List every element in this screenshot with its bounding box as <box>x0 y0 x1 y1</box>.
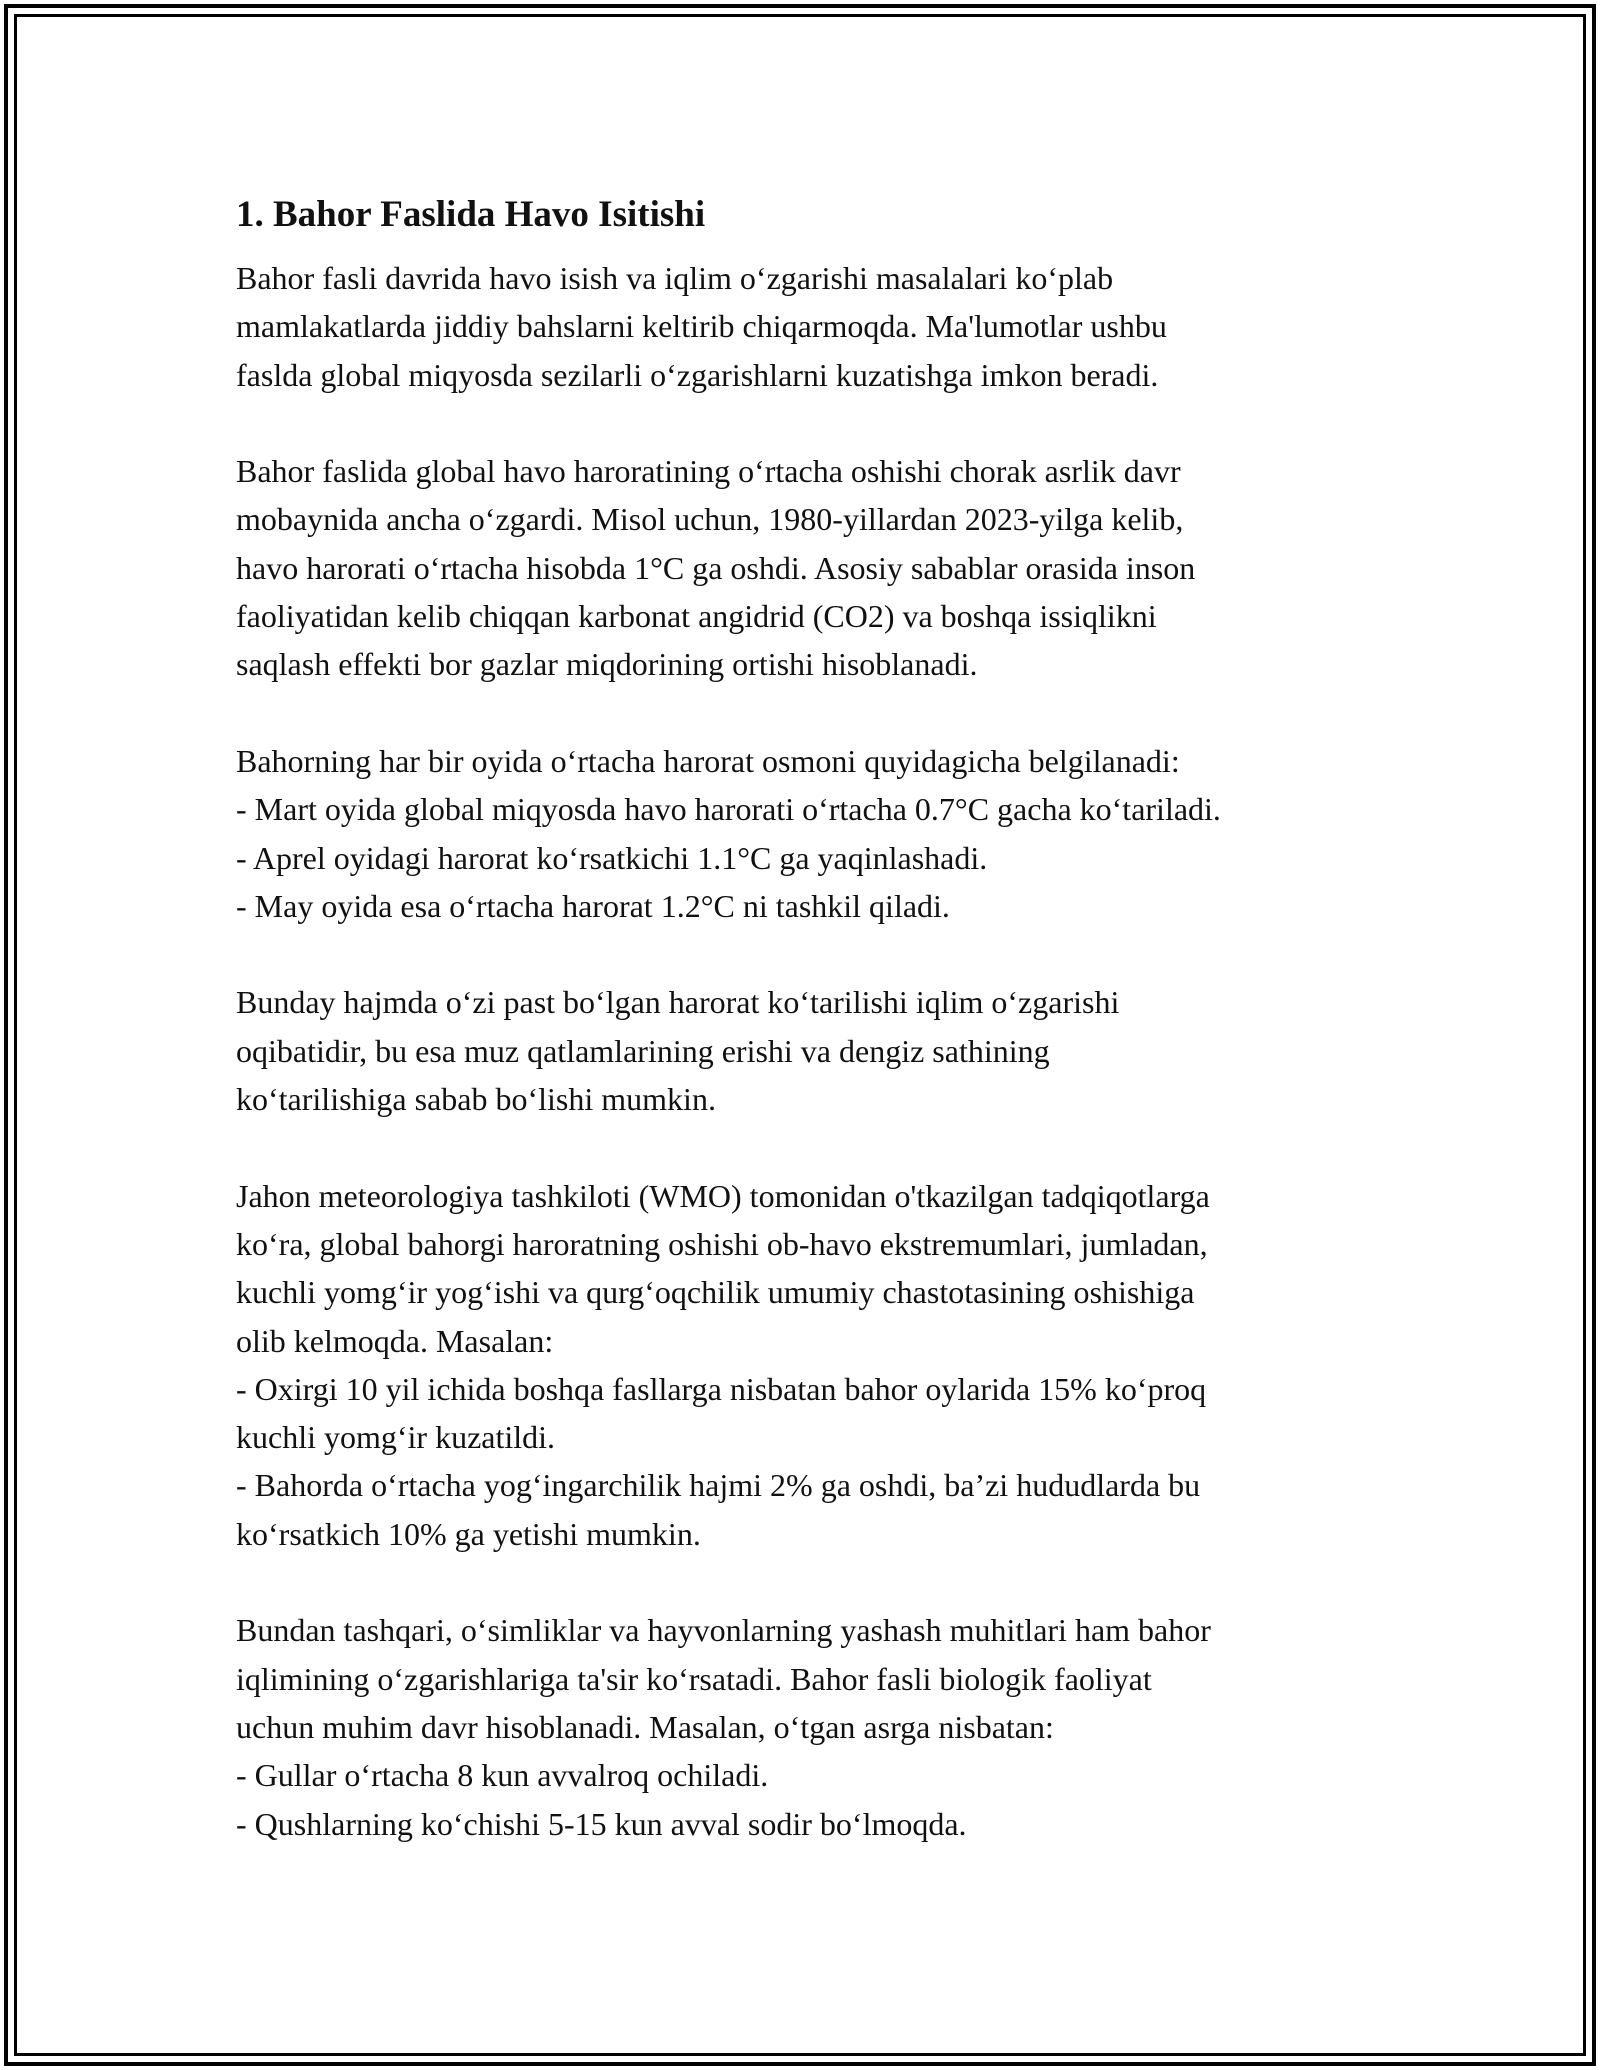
text-line: faoliyatidan kelib chiqqan karbonat angidrid (CO2) va boshqa issiqlikni <box>236 598 1157 635</box>
section-heading: 1. Bahor Faslida Havo Isitishi <box>236 194 706 235</box>
text-line: havo harorati o‘rtacha hisobda 1°C ga oshdi. Asosiy sabablar orasida inson <box>236 549 1196 586</box>
text-line: ko‘rsatkich 10% ga yetishi mumkin. <box>236 1515 701 1552</box>
text-line: Bahor faslida global havo haroratining o‘rtacha oshishi chorak asrlik davr <box>236 453 1181 490</box>
list-item-precipitation: - Bahorda o‘rtacha yog‘ingarchilik hajmi 2% ga oshdi, ba’zi hududlarda bu <box>236 1467 1201 1504</box>
list-item-birds: - Qushlarning ko‘chishi 5-15 kun avval sodir bo‘lmoqda. <box>236 1805 967 1842</box>
paragraph-wmo-research <box>236 1172 1386 1558</box>
paragraph-monthly-temperatures <box>236 737 1386 930</box>
text-line: iqlimining o‘zgarishlariga ta'sir ko‘rsatadi. Bahor fasli biologik faoliyat <box>236 1660 1152 1697</box>
list-item-flowers: - Gullar o‘rtacha 8 kun avvalroq ochiladi. <box>236 1757 769 1794</box>
document-body <box>236 186 1386 1896</box>
text-line: Jahon meteorologiya tashkiloti (WMO) tomonidan o'tkazilgan tadqiqotlarga <box>236 1177 1210 1214</box>
list-item-rainfall: - Oxirgi 10 yil ichida boshqa fasllarga nisbatan bahor oylarida 15% ko‘proq <box>236 1370 1207 1407</box>
text-line: ko‘ra, global bahorgi haroratning oshishi ob-havo ekstremumlari, jumladan, <box>236 1225 1208 1262</box>
text-line: kuchli yomg‘ir yog‘ishi va qurg‘oqchilik umumiy chastotasining oshishiga <box>236 1274 1195 1311</box>
text-line: Bundan tashqari, o‘simliklar va hayvonlarning yashash muhitlari ham bahor <box>236 1612 1211 1649</box>
list-item-may: - May oyida esa o‘rtacha harorat 1.2°C ni tashkil qiladi. <box>236 887 950 924</box>
text-line: ko‘tarilishiga sabab bo‘lishi mumkin. <box>236 1081 716 1118</box>
text-line: Bunday hajmda o‘zi past bo‘lgan harorat ko‘tarilishi iqlim o‘zgarishi <box>236 984 1120 1021</box>
paragraph-consequences <box>236 978 1386 1123</box>
text-line: saqlash effekti bor gazlar miqdorining ortishi hisoblanadi. <box>236 646 978 683</box>
text-line: Bahor fasli davrida havo isish va iqlim o‘zgarishi masalalari ko‘plab <box>236 260 1114 296</box>
list-item-april: - Aprel oyidagi harorat ko‘rsatkichi 1.1°C ga yaqinlashadi. <box>236 839 988 876</box>
paragraph-global-warming <box>236 447 1386 688</box>
text-line: uchun muhim davr hisoblanadi. Masalan, o‘tgan asrga nisbatan: <box>236 1708 1054 1745</box>
list-item-march: - Mart oyida global miqyosda havo harorati o‘rtacha 0.7°C gacha ko‘tariladi. <box>236 791 1221 828</box>
paragraph-intro <box>236 254 1386 399</box>
text-line: oqibatidir, bu esa muz qatlamlarining erishi va dengiz sathining <box>236 1032 1050 1069</box>
text-line: mamlakatlarda jiddiy bahslarni keltirib chiqarmoqda. Ma'lumotlar ushbu <box>236 308 1167 345</box>
text-line: mobaynida ancha o‘zgardi. Misol uchun, 1980-yillardan 2023-yilga kelib, <box>236 501 1184 538</box>
text-line: kuchli yomg‘ir kuzatildi. <box>236 1419 556 1456</box>
text-line: faslda global miqyosda sezilarli o‘zgarishlarni kuzatishga imkon beradi. <box>236 356 1159 393</box>
paragraph-biology <box>236 1606 1386 1847</box>
text-line: Bahorning har bir oyida o‘rtacha harorat osmoni quyidagicha belgilanadi: <box>236 742 1180 779</box>
text-line: olib kelmoqda. Masalan: <box>236 1322 554 1359</box>
